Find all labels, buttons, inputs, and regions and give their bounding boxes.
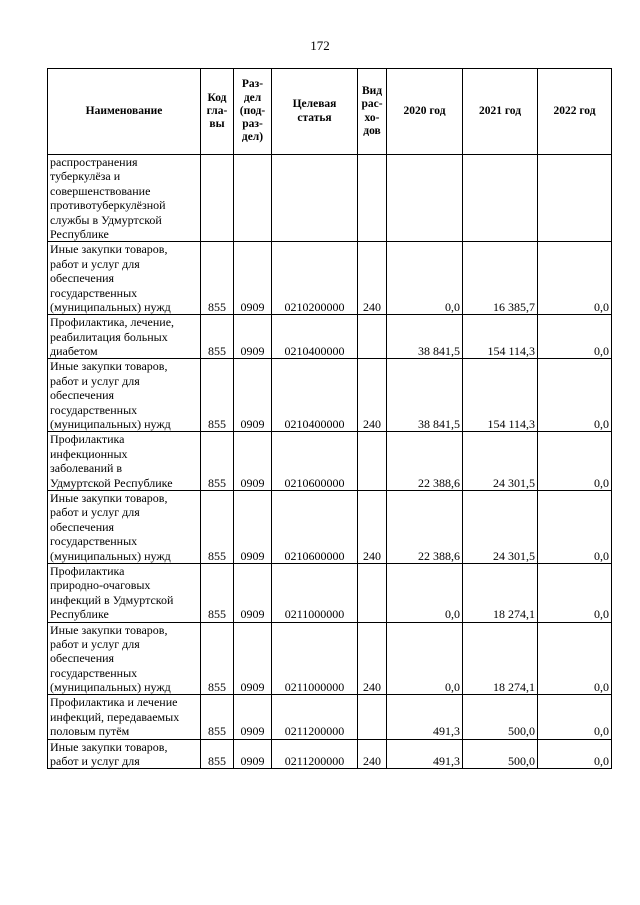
- cell-name: Профилактика природно-очаговых инфекций в Удмуртской Республике: [48, 563, 201, 622]
- cell-2022: 0,0: [538, 315, 612, 359]
- cell-name: Профилактика инфекционных заболеваний в Удмуртской Республике: [48, 432, 201, 491]
- cell-name: Иные закупки товаров, работ и услуг для обеспечения государственных (муниципальных) нужд: [48, 622, 201, 695]
- cell-section: 0909: [234, 315, 272, 359]
- cell-expense-type: 240: [358, 622, 387, 695]
- cell-chapter-code: 855: [201, 432, 234, 491]
- cell-2021: 18 274,1: [463, 563, 538, 622]
- header-2020: 2020 год: [387, 69, 463, 155]
- cell-target-article: 0210600000: [272, 490, 358, 563]
- table-row: [48, 155, 612, 242]
- table-row: [48, 695, 612, 739]
- cell-name: Профилактика, лечение, реабилитация больных диабетом: [48, 315, 201, 359]
- cell-target-article: 0211000000: [272, 622, 358, 695]
- cell-section: 0909: [234, 359, 272, 432]
- table-row: [48, 490, 612, 563]
- cell-section: 0909: [234, 242, 272, 315]
- header-2021: 2021 год: [463, 69, 538, 155]
- cell-2021: 154 114,3: [463, 359, 538, 432]
- header-target-article: Целевая статья: [272, 69, 358, 155]
- cell-target-article: 0210400000: [272, 359, 358, 432]
- table-header-row: [48, 69, 612, 155]
- cell-chapter-code: [201, 155, 234, 242]
- cell-section: 0909: [234, 432, 272, 491]
- cell-2020: 0,0: [387, 622, 463, 695]
- cell-name: распространения туберкулёза и совершенствование противотуберкулёзной службы в Удмуртской Республике: [48, 155, 201, 242]
- cell-target-article: 0211200000: [272, 739, 358, 769]
- cell-2020: 491,3: [387, 739, 463, 769]
- cell-2020: [387, 155, 463, 242]
- cell-2021: 500,0: [463, 739, 538, 769]
- cell-2022: 0,0: [538, 432, 612, 491]
- cell-chapter-code: 855: [201, 622, 234, 695]
- cell-2020: 22 388,6: [387, 490, 463, 563]
- cell-chapter-code: 855: [201, 739, 234, 769]
- header-expense-type: Вид рас- хо- дов: [358, 69, 387, 155]
- cell-expense-type: 240: [358, 490, 387, 563]
- cell-name: Профилактика и лечение инфекций, передаваемых половым путём: [48, 695, 201, 739]
- cell-2020: 0,0: [387, 563, 463, 622]
- budget-table: [47, 68, 612, 769]
- cell-expense-type: [358, 432, 387, 491]
- cell-name: Иные закупки товаров, работ и услуг для обеспечения государственных (муниципальных) нужд: [48, 490, 201, 563]
- cell-expense-type: 240: [358, 739, 387, 769]
- page-number: 172: [310, 38, 330, 53]
- cell-2022: 0,0: [538, 563, 612, 622]
- header-section: Раз- дел (под- раз- дел): [234, 69, 272, 155]
- cell-target-article: 0211200000: [272, 695, 358, 739]
- cell-chapter-code: 855: [201, 315, 234, 359]
- cell-2020: 38 841,5: [387, 359, 463, 432]
- cell-2021: 16 385,7: [463, 242, 538, 315]
- cell-2022: [538, 155, 612, 242]
- cell-section: 0909: [234, 490, 272, 563]
- table-row: [48, 242, 612, 315]
- cell-expense-type: [358, 695, 387, 739]
- cell-2022: 0,0: [538, 695, 612, 739]
- cell-expense-type: [358, 315, 387, 359]
- table-row: [48, 563, 612, 622]
- cell-2020: 0,0: [387, 242, 463, 315]
- cell-2020: 38 841,5: [387, 315, 463, 359]
- cell-section: [234, 155, 272, 242]
- cell-target-article: 0210200000: [272, 242, 358, 315]
- cell-expense-type: 240: [358, 359, 387, 432]
- cell-chapter-code: 855: [201, 563, 234, 622]
- cell-2022: 0,0: [538, 490, 612, 563]
- header-chapter-code: Код гла- вы: [201, 69, 234, 155]
- cell-2022: 0,0: [538, 242, 612, 315]
- cell-section: 0909: [234, 695, 272, 739]
- cell-name: Иные закупки товаров, работ и услуг для обеспечения государственных (муниципальных) нужд: [48, 359, 201, 432]
- cell-2021: [463, 155, 538, 242]
- cell-section: 0909: [234, 739, 272, 769]
- cell-name: Иные закупки товаров, работ и услуг для обеспечения государственных (муниципальных) нужд: [48, 242, 201, 315]
- cell-target-article: [272, 155, 358, 242]
- cell-chapter-code: 855: [201, 242, 234, 315]
- cell-expense-type: [358, 155, 387, 242]
- cell-2021: 18 274,1: [463, 622, 538, 695]
- cell-chapter-code: 855: [201, 359, 234, 432]
- cell-2020: 22 388,6: [387, 432, 463, 491]
- table-row: [48, 739, 612, 769]
- table-row: [48, 432, 612, 491]
- cell-2021: 500,0: [463, 695, 538, 739]
- header-name: Наименование: [48, 69, 201, 155]
- header-2022: 2022 год: [538, 69, 612, 155]
- cell-expense-type: 240: [358, 242, 387, 315]
- cell-2020: 491,3: [387, 695, 463, 739]
- cell-section: 0909: [234, 563, 272, 622]
- cell-2021: 154 114,3: [463, 315, 538, 359]
- cell-2022: 0,0: [538, 622, 612, 695]
- table-row: [48, 315, 612, 359]
- table-row: [48, 359, 612, 432]
- cell-2022: 0,0: [538, 739, 612, 769]
- cell-2021: 24 301,5: [463, 432, 538, 491]
- cell-2022: 0,0: [538, 359, 612, 432]
- cell-target-article: 0210600000: [272, 432, 358, 491]
- table-body: [48, 155, 612, 769]
- cell-chapter-code: 855: [201, 490, 234, 563]
- cell-expense-type: [358, 563, 387, 622]
- cell-target-article: 0211000000: [272, 563, 358, 622]
- cell-target-article: 0210400000: [272, 315, 358, 359]
- cell-chapter-code: 855: [201, 695, 234, 739]
- cell-section: 0909: [234, 622, 272, 695]
- cell-name: Иные закупки товаров, работ и услуг для: [48, 739, 201, 769]
- cell-2021: 24 301,5: [463, 490, 538, 563]
- table-row: [48, 622, 612, 695]
